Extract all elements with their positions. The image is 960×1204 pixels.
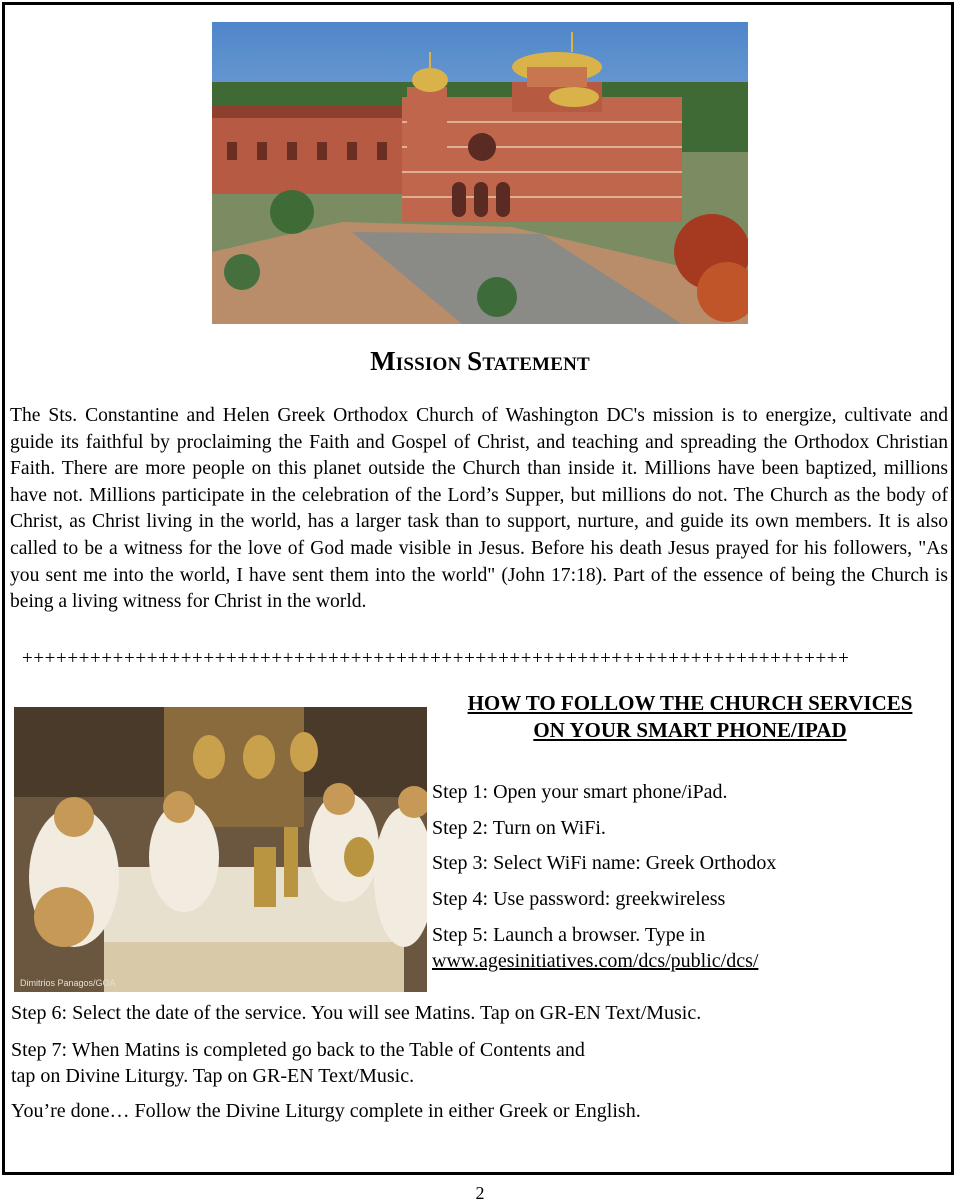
step-1: Step 1: Open your smart phone/iPad. <box>432 781 728 803</box>
photo-credit: Dimitrios Panagos/GOA <box>20 978 116 988</box>
ages-initiatives-link[interactable]: www.agesinitiatives.com/dcs/public/dcs/ <box>432 950 759 972</box>
title-first-word: Mission <box>370 346 462 376</box>
step-5-url-row <box>432 948 758 975</box>
divine-liturgy-photo <box>14 707 427 992</box>
howto-heading-line1: HOW TO FOLLOW THE CHURCH SERVICES <box>467 691 913 715</box>
plus-separator: +++++++++++++++++++++++++++++++++++++++++++++++++++++++++++++++++++++++++ <box>22 648 850 669</box>
howto-heading-line2: ON YOUR SMART PHONE/IPAD <box>533 718 847 742</box>
step-5: Step 5: Launch a browser. Type in <box>432 924 706 946</box>
step-7-line1: Step 7: When Matins is completed go back to the Table of Contents and <box>11 1039 585 1061</box>
howto-heading <box>436 690 944 744</box>
mission-statement-title <box>0 346 960 377</box>
mission-paragraph: The Sts. Constantine and Helen Greek Orthodox Church of Washington DC's mission is to energize, cultivate and guide its faithful by proclaiming the Faith and Gospel of Christ, and teaching and spreading the Orthodox Christian Faith. There are more people on this planet outside the Church than inside it. Millions have been baptized, millions have not. Millions participate in the celebration of the Lord’s Supper, but millions do not. The Church as the body of Christ, as Christ living in the world, has a larger task than to support, nurture, and guide its own members. It is also called to be a witness for the love of God made visible in Jesus. Before his death Jesus prayed for his followers, "As you sent me into the world, I have sent them into the world" (John 17:18). Part of the essence of being the Church is being a living witness for Christ in the world. <box>10 405 948 613</box>
step-7-line2: tap on Divine Liturgy. Tap on GR-EN Text/Music. <box>11 1065 415 1087</box>
step-3: Step 3: Select WiFi name: Greek Orthodox <box>432 852 777 874</box>
page-number: 2 <box>475 1183 485 1203</box>
step-6: Step 6: Select the date of the service. You will see Matins. Tap on GR-EN Text/Music. <box>11 1002 702 1024</box>
church-rendering-image <box>212 22 748 324</box>
step-4: Step 4: Use password: greekwireless <box>432 888 726 910</box>
done-line: You’re done… Follow the Divine Liturgy complete in either Greek or English. <box>11 1100 641 1122</box>
title-second-word: Statement <box>467 346 590 376</box>
step-2: Step 2: Turn on WiFi. <box>432 817 606 839</box>
